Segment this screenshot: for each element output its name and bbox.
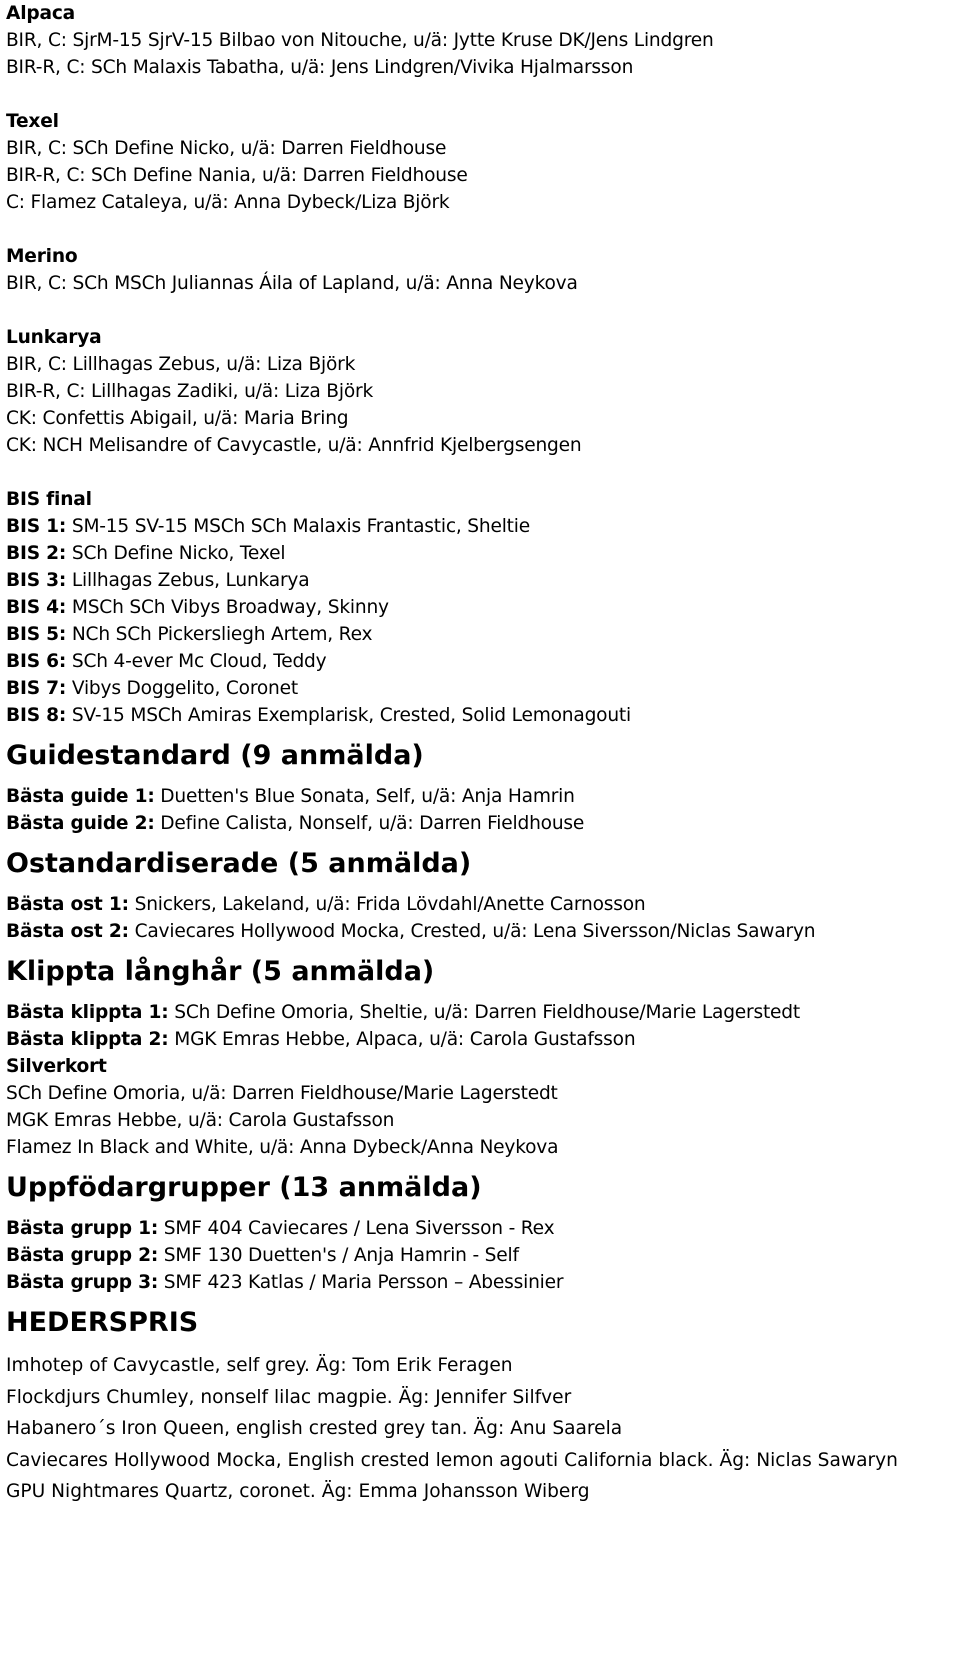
award-entry — [6, 621, 954, 648]
award-entry — [6, 1269, 954, 1296]
section-heading: Guidestandard (9 anmälda) — [6, 740, 424, 771]
award-label: BIS 2: — [6, 543, 67, 564]
section-8 — [6, 1053, 954, 1161]
section-5 — [6, 739, 954, 837]
entry-line: BIR, C: SCh Define Nicko, u/ä: Darren Fieldhouse — [6, 138, 447, 159]
award-text: Snickers, Lakeland, u/ä: Frida Lövdahl/Anette Carnosson — [128, 894, 646, 915]
award-label: BIS 1: — [6, 516, 67, 537]
award-entry — [6, 648, 954, 675]
award-entry — [6, 513, 954, 540]
award-entry — [6, 810, 954, 837]
section-0 — [6, 0, 954, 81]
award-text: NCh SCh Pickersliegh Artem, Rex — [66, 624, 373, 645]
entry-line: BIR, C: Lillhagas Zebus, u/ä: Liza Björk — [6, 354, 356, 375]
section-subheading: Alpaca — [6, 3, 75, 24]
entry-line: Caviecares Hollywood Mocka, English crested lemon agouti California black. Äg: Niclas Sawaryn — [6, 1449, 898, 1471]
award-label: Bästa guide 1: — [6, 786, 155, 807]
section-gap — [6, 81, 954, 108]
award-text: SCh Define Omoria, Sheltie, u/ä: Darren Fieldhouse/Marie Lagerstedt — [168, 1002, 800, 1023]
entry-line: Habanero´s Iron Queen, english crested grey tan. Äg: Anu Saarela — [6, 1418, 623, 1439]
section-subheading: Lunkarya — [6, 327, 102, 348]
award-text: Lillhagas Zebus, Lunkarya — [66, 570, 310, 591]
section-heading: Uppfödargrupper (13 anmälda) — [6, 1172, 482, 1203]
award-label: BIS 5: — [6, 624, 67, 645]
section-3 — [6, 324, 954, 459]
entry-line: BIR-R, C: SCh Malaxis Tabatha, u/ä: Jens Lindgren/Vivika Hjalmarsson — [6, 57, 634, 78]
section-heading: Klippta långhår (5 anmälda) — [6, 956, 435, 987]
award-label: BIS 8: — [6, 705, 67, 726]
award-entry — [6, 540, 954, 567]
award-entry — [6, 567, 954, 594]
award-entry — [6, 675, 954, 702]
section-gap — [6, 459, 954, 486]
award-text: Caviecares Hollywood Mocka, Crested, u/ä: Lena Siversson/Niclas Sawaryn — [128, 921, 816, 942]
award-label: Bästa klippta 1: — [6, 1002, 169, 1023]
award-entry — [6, 1242, 954, 1269]
section-10 — [6, 1306, 954, 1508]
award-entry — [6, 702, 954, 729]
award-text: MSCh SCh Vibys Broadway, Skinny — [66, 597, 389, 618]
award-text: Define Calista, Nonself, u/ä: Darren Fieldhouse — [154, 813, 585, 834]
entry-line: Flockdjurs Chumley, nonself lilac magpie. Äg: Jennifer Silfver — [6, 1386, 572, 1408]
award-label: BIS 3: — [6, 570, 67, 591]
section-1 — [6, 108, 954, 216]
award-text: SCh Define Nicko, Texel — [66, 543, 286, 564]
section-heading: Ostandardiserade (5 anmälda) — [6, 848, 472, 879]
section-gap — [6, 216, 954, 243]
section-7 — [6, 955, 954, 1053]
section-subheading: Merino — [6, 246, 78, 267]
award-entry — [6, 891, 954, 918]
award-entry — [6, 783, 954, 810]
entry-line: Flamez In Black and White, u/ä: Anna Dybeck/Anna Neykova — [6, 1137, 559, 1158]
award-entry — [6, 918, 954, 945]
entry-line: MGK Emras Hebbe, u/ä: Carola Gustafsson — [6, 1110, 395, 1131]
section-gap — [6, 297, 954, 324]
entry-line: GPU Nightmares Quartz, coronet. Äg: Emma Johansson Wiberg — [6, 1481, 590, 1502]
award-label: BIS 4: — [6, 597, 67, 618]
award-entry — [6, 999, 954, 1026]
entry-line: Imhotep of Cavycastle, self grey. Äg: Tom Erik Feragen — [6, 1355, 513, 1376]
award-text: SMF 404 Caviecares / Lena Siversson - Rex — [158, 1218, 555, 1239]
award-label: Bästa klippta 2: — [6, 1029, 169, 1050]
award-entry — [6, 594, 954, 621]
entry-line: SCh Define Omoria, u/ä: Darren Fieldhouse/Marie Lagerstedt — [6, 1083, 558, 1104]
award-label: BIS 7: — [6, 678, 67, 699]
award-text: Vibys Doggelito, Coronet — [66, 678, 298, 699]
award-entry — [6, 1026, 954, 1053]
section-4 — [6, 486, 954, 729]
entry-line: CK: Confettis Abigail, u/ä: Maria Bring — [6, 408, 349, 429]
section-6 — [6, 847, 954, 945]
award-label: Bästa guide 2: — [6, 813, 155, 834]
award-label: Bästa grupp 1: — [6, 1218, 159, 1239]
award-label: Bästa ost 1: — [6, 894, 129, 915]
section-9 — [6, 1171, 954, 1296]
award-text: SCh 4-ever Mc Cloud, Teddy — [66, 651, 327, 672]
entry-line: BIR-R, C: Lillhagas Zadiki, u/ä: Liza Björk — [6, 381, 374, 402]
award-label: BIS 6: — [6, 651, 67, 672]
entry-line: CK: NCH Melisandre of Cavycastle, u/ä: Annfrid Kjelbergsengen — [6, 435, 582, 456]
entry-line: BIR-R, C: SCh Define Nania, u/ä: Darren Fieldhouse — [6, 165, 468, 186]
award-text: SM-15 SV-15 MSCh SCh Malaxis Frantastic, Sheltie — [66, 516, 530, 537]
entry-line: BIR, C: SjrM-15 SjrV-15 Bilbao von Nitouche, u/ä: Jytte Kruse DK/Jens Lindgren — [6, 30, 714, 51]
section-subheading: BIS final — [6, 489, 92, 510]
award-text: MGK Emras Hebbe, Alpaca, u/ä: Carola Gustafsson — [168, 1029, 636, 1050]
award-label: Bästa grupp 2: — [6, 1245, 159, 1266]
entry-line: BIR, C: SCh MSCh Juliannas Áila of Lapland, u/ä: Anna Neykova — [6, 273, 578, 294]
section-2 — [6, 243, 954, 297]
entry-line: C: Flamez Cataleya, u/ä: Anna Dybeck/Liza Björk — [6, 192, 450, 213]
award-text: SMF 130 Duetten's / Anja Hamrin - Self — [158, 1245, 519, 1266]
award-text: SV-15 MSCh Amiras Exemplarisk, Crested, Solid Lemonagouti — [66, 705, 631, 726]
section-subheading: Silverkort — [6, 1056, 107, 1077]
section-subheading: Texel — [6, 111, 59, 132]
award-text: Duetten's Blue Sonata, Self, u/ä: Anja Hamrin — [154, 786, 575, 807]
section-heading: HEDERSPRIS — [6, 1307, 199, 1338]
award-entry — [6, 1215, 954, 1242]
award-label: Bästa ost 2: — [6, 921, 129, 942]
award-text: SMF 423 Katlas / Maria Persson – Abessinier — [158, 1272, 564, 1293]
award-label: Bästa grupp 3: — [6, 1272, 159, 1293]
